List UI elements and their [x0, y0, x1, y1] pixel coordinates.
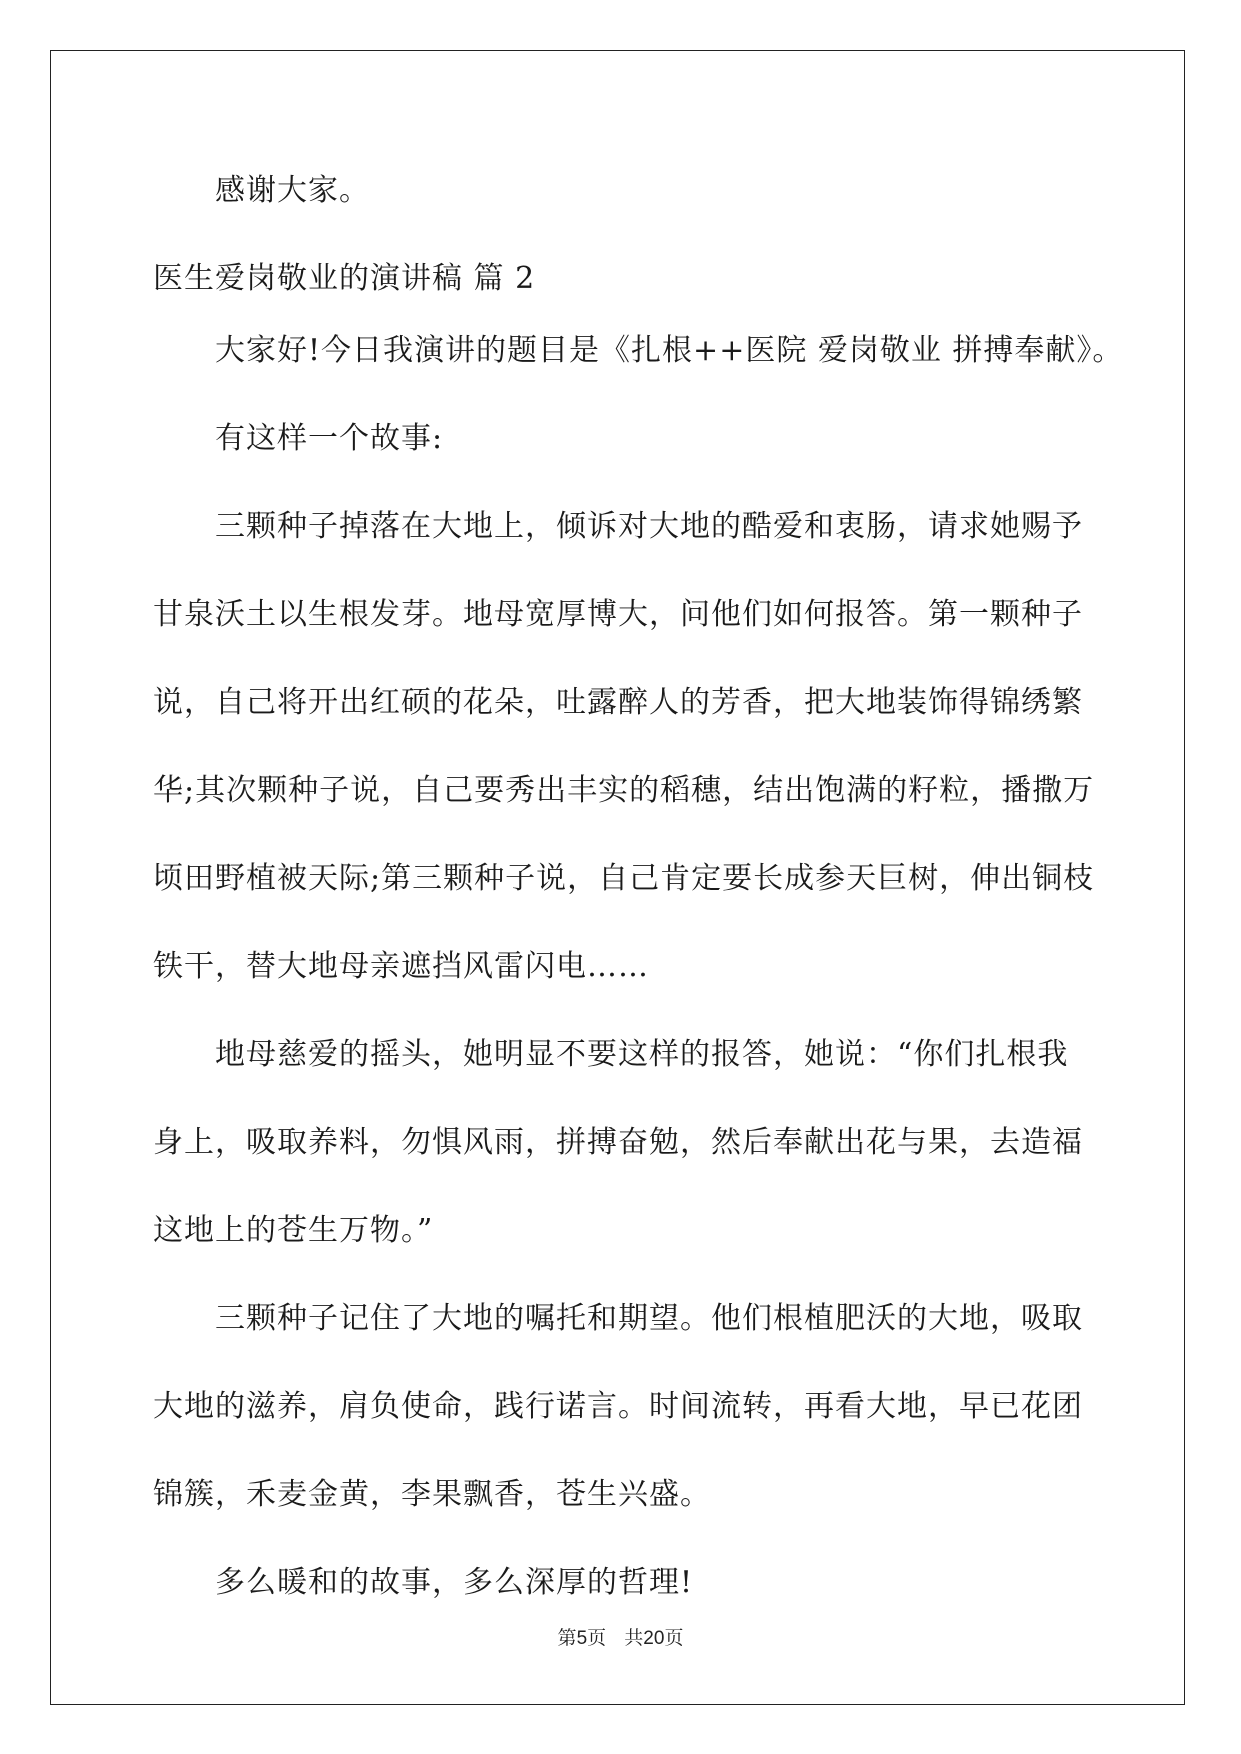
paragraph-line: 甘泉沃土以生根发芽。地母宽厚博大，问他们如何报答。第一颗种子 [153, 597, 1083, 632]
paragraph-line: 地母慈爱的摇头，她明显不要这样的报答，她说：“你们扎根我 [215, 1037, 1069, 1072]
current-page-number: 5 [576, 1628, 588, 1649]
paragraph-line: 大地的滋养，肩负使命，践行诺言。时间流转，再看大地，早已花团 [153, 1389, 1083, 1424]
paragraph-line: 三颗种子掉落在大地上，倾诉对大地的酷爱和衷肠，请求她赐予 [215, 509, 1083, 544]
paragraph-line: 大家好!今日我演讲的题目是《扎根++医院 爱岗敬业 拼搏奉献》。 [215, 333, 1124, 368]
document-body [153, 163, 1124, 1643]
footer-total-suffix: 页 [664, 1627, 684, 1649]
footer-prefix: 第 [557, 1627, 577, 1649]
paragraph-line: 说，自己将开出红硕的花朵，吐露醉人的芳香，把大地装饰得锦绣繁 [153, 685, 1083, 720]
footer-page-suffix: 页 [587, 1627, 607, 1649]
paragraph-line: 有这样一个故事: [215, 421, 444, 456]
page-footer [0, 1623, 1241, 1650]
paragraph-line: 多么暖和的故事，多么深厚的哲理! [215, 1565, 694, 1600]
paragraph-line: 顷田野植被天际;第三颗种子说，自己肯定要长成参天巨树，伸出铜枝 [153, 861, 1095, 896]
paragraph-line: 华;其次颗种子说，自己要秀出丰实的稻穗，结出饱满的籽粒，播撒万 [153, 773, 1095, 808]
paragraph-line: 这地上的苍生万物。” [153, 1213, 434, 1248]
footer-total-prefix: 共 [624, 1627, 644, 1649]
paragraph-line: 感谢大家。 [215, 173, 370, 208]
paragraph-line: 三颗种子记住了大地的嘱托和期望。他们根植肥沃的大地，吸取 [215, 1301, 1083, 1336]
paragraph-line: 铁干，替大地母亲遮挡风雷闪电…… [153, 949, 649, 984]
section-heading: 医生爱岗敬业的演讲稿 篇 2 [153, 261, 536, 296]
paragraph-line: 锦簇，禾麦金黄，李果飘香，苍生兴盛。 [153, 1477, 711, 1512]
total-page-count: 20 [643, 1628, 665, 1649]
paragraph-line: 身上，吸取养料，勿惧风雨，拼搏奋勉，然后奉献出花与果，去造福 [153, 1125, 1083, 1160]
